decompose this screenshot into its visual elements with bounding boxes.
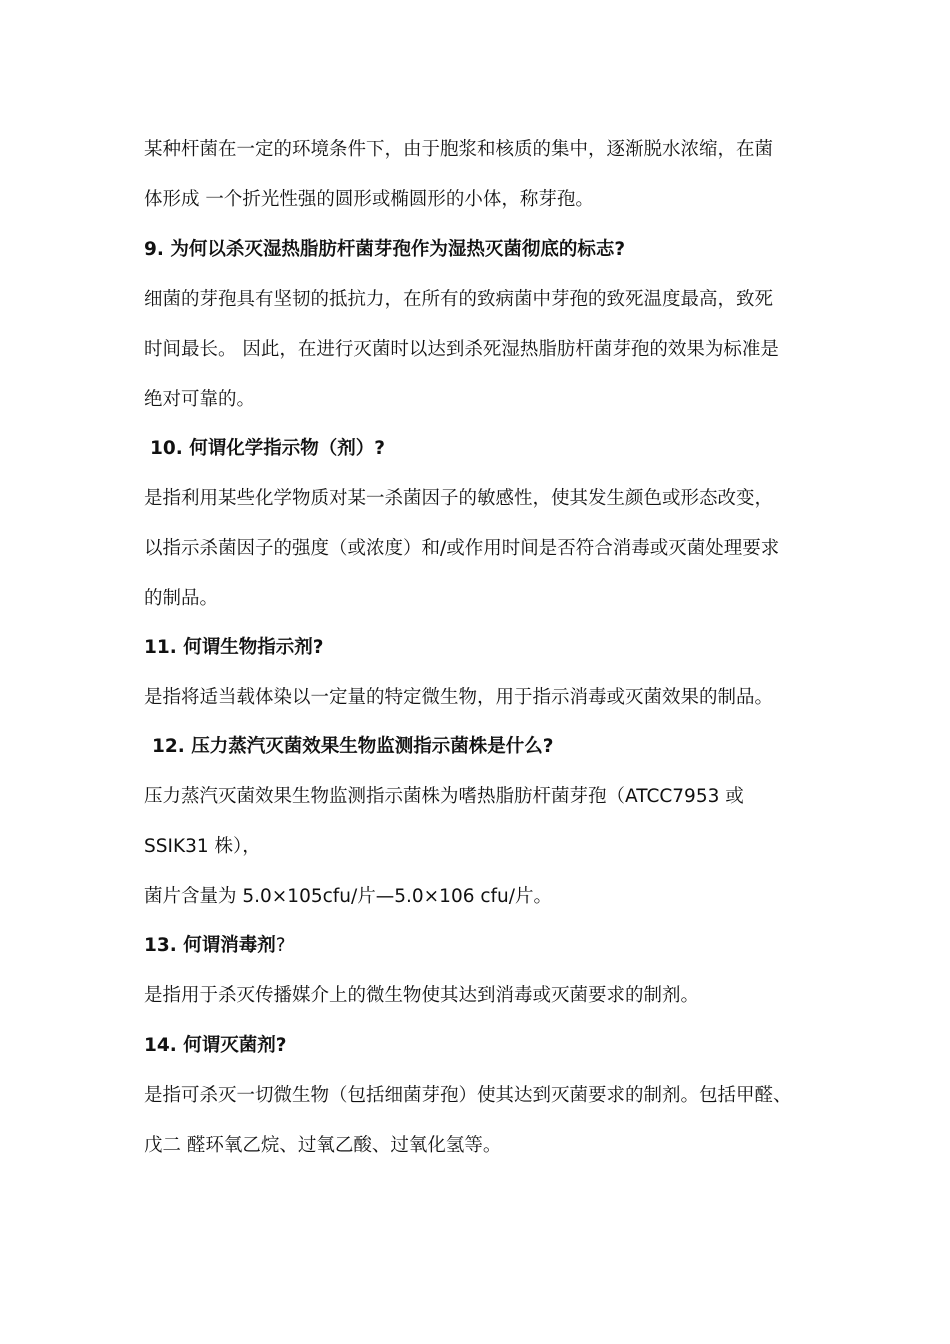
q13-heading-text: 13. 何谓消毒剂 bbox=[144, 935, 276, 956]
q12-answer-line-3: 菌片含量为 5.0×105cfu/片—5.0×106 cfu/片。 bbox=[144, 886, 553, 907]
q13-heading bbox=[144, 934, 286, 958]
q10-answer-line-1: 是指利用某些化学物质对某一杀菌因子的敏感性，使其发生颜色或形态改变， bbox=[144, 488, 774, 509]
q9-heading: 9. 为何以杀灭湿热脂肪杆菌芽孢作为湿热灭菌彻底的标志? bbox=[144, 239, 626, 260]
q14-answer-line-2: 戊二 醛环氧乙烷、过氧乙酸、过氧化氢等。 bbox=[144, 1135, 502, 1156]
q10-answer-line-3: 的制品。 bbox=[144, 588, 219, 609]
q11-heading: 11. 何谓生物指示剂? bbox=[144, 637, 324, 658]
q9-answer-line-2: 时间最长。 因此，在进行灭菌时以达到杀死湿热脂肪杆菌芽孢的效果为标准是 bbox=[144, 339, 779, 360]
q8-answer-line-1: 某种杆菌在一定的环境条件下，由于胞浆和核质的集中，逐渐脱水浓缩，在菌 bbox=[144, 139, 774, 160]
q9-answer-line-1: 细菌的芽孢具有坚韧的抵抗力，在所有的致病菌中芽孢的致死温度最高，致死 bbox=[144, 289, 774, 310]
q12-answer-line-1: 压力蒸汽灭菌效果生物监测指示菌株为嗜热脂肪杆菌芽孢（ATCC7953 或 bbox=[144, 786, 744, 807]
q10-answer-line-2: 以指示杀菌因子的强度（或浓度）和/或作用时间是否符合消毒或灭菌处理要求 bbox=[144, 538, 780, 559]
q13-heading-question-mark: ? bbox=[275, 935, 286, 956]
q10-heading: 10. 何谓化学指示物（剂）? bbox=[150, 438, 385, 459]
q9-answer-line-3: 绝对可靠的。 bbox=[144, 389, 256, 410]
q14-heading: 14. 何谓灭菌剂? bbox=[144, 1035, 287, 1056]
q14-answer-line-1: 是指可杀灭一切微生物（包括细菌芽孢）使其达到灭菌要求的制剂。包括甲醛、 bbox=[144, 1085, 792, 1106]
q12-answer-line-2: SSIK31 株）， bbox=[144, 836, 261, 857]
q11-answer-line-1: 是指将适当载体染以一定量的特定微生物，用于指示消毒或灭菌效果的制品。 bbox=[144, 687, 774, 708]
q8-answer-line-2: 体形成 一个折光性强的圆形或椭圆形的小体，称芽孢。 bbox=[144, 189, 594, 210]
q13-answer-line-1: 是指用于杀灭传播媒介上的微生物使其达到消毒或灭菌要求的制剂。 bbox=[144, 985, 700, 1006]
q12-heading: 12. 压力蒸汽灭菌效果生物监测指示菌株是什么? bbox=[152, 736, 554, 757]
